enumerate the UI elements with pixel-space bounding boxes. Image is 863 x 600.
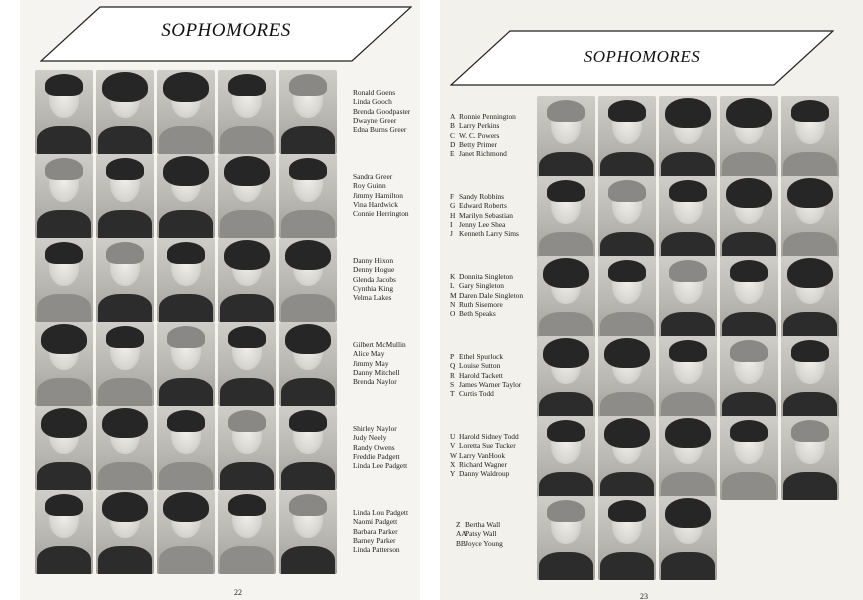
- portrait-shoulders: [722, 472, 776, 500]
- portrait-shoulders: [159, 210, 213, 238]
- student-portrait: [720, 176, 778, 260]
- student-name: Sandra Greer: [353, 172, 393, 181]
- page-title: SOPHOMORES: [161, 20, 291, 41]
- student-portrait: [157, 406, 215, 490]
- student-portrait: [781, 256, 839, 340]
- student-name: Randy Owens: [353, 442, 395, 452]
- portrait-hair: [45, 158, 83, 180]
- page-banner: [40, 6, 412, 62]
- student-name: [450, 229, 519, 238]
- student-name: Alice May: [353, 349, 385, 359]
- portrait-hair: [608, 180, 646, 202]
- student-portrait: [781, 416, 839, 500]
- student-portrait: [720, 336, 778, 420]
- student-name-text: Louise Sutton: [459, 361, 501, 371]
- student-name: [450, 300, 523, 309]
- row-name-list: [456, 520, 503, 548]
- student-name: Naomi Padgett: [353, 517, 398, 527]
- student-name-text: Ruth Sisemore: [459, 299, 503, 309]
- yearbook-page-right: [440, 0, 863, 600]
- student-portrait: [96, 406, 154, 490]
- student-name-text: Joyce Young: [465, 538, 503, 548]
- portrait-shoulders: [37, 546, 91, 574]
- portrait-key-letter: J: [450, 229, 453, 239]
- portrait-hair: [604, 338, 650, 368]
- student-name-text: W. C. Powers: [459, 130, 500, 140]
- portrait-hair: [102, 492, 148, 522]
- student-name: [456, 520, 503, 529]
- student-portrait: [537, 336, 595, 420]
- student-name: [450, 121, 516, 130]
- portrait-hair: [41, 324, 87, 354]
- student-name: Linda Lou Padgett: [353, 508, 409, 517]
- portrait-hair: [547, 420, 585, 442]
- student-portrait: [96, 70, 154, 154]
- portrait-shoulders: [220, 378, 274, 406]
- portrait-shoulders: [783, 472, 837, 500]
- student-name: Judy Neely: [353, 433, 387, 443]
- student-portrait: [35, 70, 93, 154]
- student-name: Velma Lakes: [353, 293, 392, 303]
- portrait-shoulders: [37, 126, 91, 154]
- student-portrait: [598, 176, 656, 260]
- student-portrait: [598, 336, 656, 420]
- student-name-text: Harold Tackett: [459, 370, 503, 380]
- student-portrait: [659, 496, 717, 580]
- row-name-list: [450, 272, 523, 318]
- portrait-hair: [547, 500, 585, 522]
- student-portrait: [598, 256, 656, 340]
- student-portrait: [35, 238, 93, 322]
- student-name: [450, 192, 519, 201]
- student-portrait: [598, 416, 656, 500]
- portrait-key-letter: O: [450, 309, 456, 319]
- student-name: Jimmy Hamilton: [353, 190, 403, 200]
- student-portrait: [279, 70, 337, 154]
- student-name: [456, 539, 503, 548]
- student-portrait: [96, 322, 154, 406]
- portrait-hair: [224, 156, 270, 186]
- student-portrait: [279, 406, 337, 490]
- student-name-text: Ethel Spurlock: [459, 352, 504, 361]
- portrait-key-letter: I: [450, 219, 453, 229]
- student-name: [450, 441, 519, 450]
- student-name: [450, 380, 521, 389]
- portrait-shoulders: [159, 462, 213, 490]
- student-name: Freddie Padgett: [353, 451, 400, 461]
- portrait-hair: [665, 98, 711, 128]
- student-name: Linda Patterson: [353, 545, 400, 555]
- student-portrait: [96, 154, 154, 238]
- portrait-key-letter: Q: [450, 361, 456, 371]
- student-portrait: [157, 322, 215, 406]
- student-portrait: [218, 490, 276, 574]
- portrait-shoulders: [539, 552, 593, 580]
- student-portrait: [598, 496, 656, 580]
- student-name-text: Beth Speaks: [459, 309, 496, 319]
- student-portrait: [35, 154, 93, 238]
- row-name-list: [450, 192, 519, 238]
- portrait-hair: [285, 240, 331, 270]
- student-name-text: Marilyn Sebastian: [459, 210, 513, 220]
- portrait-shoulders: [281, 294, 335, 322]
- student-name: [450, 469, 519, 478]
- student-name: Vina Hardwick: [353, 199, 398, 209]
- portrait-hair: [224, 240, 270, 270]
- portrait-hair: [45, 494, 83, 516]
- portrait-hair: [543, 258, 589, 288]
- student-name-text: Edward Roberts: [459, 201, 507, 211]
- student-portrait: [218, 406, 276, 490]
- portrait-hair: [791, 420, 829, 442]
- student-name-text: Richard Wagner: [459, 459, 507, 469]
- portrait-hair: [289, 494, 327, 516]
- student-name: Roy Guinn: [353, 181, 386, 191]
- portrait-key-letter: H: [450, 210, 456, 220]
- student-name: [450, 309, 523, 318]
- student-portrait: [218, 322, 276, 406]
- student-name-text: Patsy Wall: [465, 529, 497, 539]
- portrait-key-letter: T: [450, 389, 455, 399]
- student-name: Brenda Goodpaster: [353, 106, 411, 116]
- student-name: [450, 131, 516, 140]
- portrait-hair: [45, 74, 83, 96]
- student-name: [450, 112, 516, 121]
- portrait-hair: [604, 418, 650, 448]
- student-portrait: [537, 176, 595, 260]
- student-name: Edna Burns Greer: [353, 125, 407, 135]
- portrait-hair: [787, 178, 833, 208]
- student-name: [450, 371, 521, 380]
- portrait-hair: [289, 74, 327, 96]
- portrait-hair: [608, 260, 646, 282]
- student-name: [450, 361, 521, 370]
- student-portrait: [35, 406, 93, 490]
- portrait-hair: [163, 492, 209, 522]
- student-portrait: [157, 490, 215, 574]
- row-name-list: [353, 256, 396, 302]
- student-name-text: Curtis Todd: [459, 389, 494, 399]
- student-portrait: [279, 490, 337, 574]
- student-portrait: [720, 96, 778, 180]
- yearbook-page-left: [20, 0, 420, 600]
- page-number: 23: [640, 592, 648, 600]
- student-portrait: [659, 336, 717, 420]
- student-name: [450, 149, 516, 158]
- student-name-text: Betty Primer: [459, 139, 497, 149]
- portrait-hair: [41, 408, 87, 438]
- student-name-text: Jenny Lee Shea: [459, 219, 506, 229]
- page-number: 22: [234, 588, 242, 597]
- portrait-key-letter: P: [450, 352, 455, 361]
- student-name: Barney Parker: [353, 535, 396, 545]
- student-portrait: [781, 96, 839, 180]
- portrait-hair: [106, 242, 144, 264]
- student-name-text: Harold Sidney Todd: [459, 432, 519, 441]
- portrait-key-letter: U: [450, 432, 456, 441]
- portrait-key-letter: W: [450, 450, 457, 460]
- portrait-hair: [167, 326, 205, 348]
- student-portrait: [157, 238, 215, 322]
- portrait-shoulders: [37, 462, 91, 490]
- portrait-key-letter: BB: [456, 538, 466, 548]
- student-name: Glenda Jacobs: [353, 274, 396, 284]
- student-name-text: Larry Perkins: [459, 121, 500, 131]
- portrait-hair: [45, 242, 83, 264]
- student-name: Ronald Goens: [353, 88, 396, 97]
- portrait-key-letter: K: [450, 272, 456, 281]
- student-name: [456, 529, 503, 538]
- student-name-text: Daren Dale Singleton: [459, 290, 524, 300]
- portrait-hair: [106, 326, 144, 348]
- portrait-hair: [669, 340, 707, 362]
- portrait-shoulders: [37, 294, 91, 322]
- student-name-text: Danny Waldroup: [459, 469, 510, 479]
- portrait-hair: [163, 156, 209, 186]
- portrait-key-letter: N: [450, 299, 456, 309]
- student-portrait: [157, 70, 215, 154]
- student-portrait: [157, 154, 215, 238]
- portrait-hair: [167, 410, 205, 432]
- student-portrait: [279, 154, 337, 238]
- row-name-list: [353, 508, 408, 554]
- portrait-hair: [543, 338, 589, 368]
- student-name: [450, 220, 519, 229]
- portrait-shoulders: [281, 546, 335, 574]
- portrait-key-letter: V: [450, 441, 456, 451]
- student-portrait: [218, 70, 276, 154]
- student-name-text: Bertha Wall: [465, 520, 501, 529]
- portrait-hair: [730, 340, 768, 362]
- student-name: Cynthia King: [353, 283, 394, 293]
- portrait-hair: [726, 178, 772, 208]
- portrait-key-letter: D: [450, 139, 456, 149]
- portrait-hair: [167, 242, 205, 264]
- student-name: [450, 389, 521, 398]
- student-name: [450, 432, 519, 441]
- student-name: Danny Mitchell: [353, 367, 400, 377]
- portrait-hair: [669, 180, 707, 202]
- portrait-hair: [102, 408, 148, 438]
- student-name-text: Gary Singleton: [459, 281, 504, 291]
- portrait-shoulders: [661, 552, 715, 580]
- student-name-text: Sandy Robbins: [459, 192, 504, 201]
- portrait-shoulders: [159, 294, 213, 322]
- portrait-hair: [228, 74, 266, 96]
- portrait-key-letter: C: [450, 130, 455, 140]
- student-name: [450, 140, 516, 149]
- student-name: Linda Lee Padgett: [353, 461, 408, 471]
- student-portrait: [720, 256, 778, 340]
- portrait-hair: [228, 326, 266, 348]
- portrait-hair: [608, 100, 646, 122]
- student-name: [450, 201, 519, 210]
- portrait-key-letter: E: [450, 149, 455, 159]
- portrait-shoulders: [220, 126, 274, 154]
- student-name: [450, 272, 523, 281]
- student-name-text: Donnita Singleton: [459, 272, 513, 281]
- student-name: Linda Gooch: [353, 97, 392, 107]
- portrait-key-letter: Y: [450, 469, 456, 479]
- portrait-hair: [102, 72, 148, 102]
- student-portrait: [781, 176, 839, 260]
- portrait-key-letter: B: [450, 121, 455, 131]
- student-portrait: [537, 416, 595, 500]
- student-name: [450, 451, 519, 460]
- portrait-key-letter: S: [450, 379, 455, 389]
- row-name-list: [353, 88, 410, 134]
- student-portrait: [659, 176, 717, 260]
- student-portrait: [598, 96, 656, 180]
- portrait-hair: [547, 180, 585, 202]
- student-name-text: Janet Richmond: [459, 149, 507, 159]
- portrait-shoulders: [37, 210, 91, 238]
- portrait-shoulders: [220, 546, 274, 574]
- student-name: Brenda Naylor: [353, 377, 397, 387]
- student-name-text: Larry VanHook: [459, 450, 506, 460]
- portrait-shoulders: [159, 546, 213, 574]
- student-portrait: [537, 256, 595, 340]
- portrait-hair: [547, 100, 585, 122]
- row-name-list: [353, 424, 407, 470]
- row-name-list: [450, 352, 521, 398]
- page-banner: [450, 30, 834, 86]
- portrait-shoulders: [98, 378, 152, 406]
- student-portrait: [537, 96, 595, 180]
- student-name: Gilbert McMullin: [353, 340, 406, 349]
- student-name-text: Loretta Sue Tucker: [459, 441, 516, 451]
- student-name: [450, 352, 521, 361]
- portrait-shoulders: [220, 462, 274, 490]
- portrait-hair: [726, 98, 772, 128]
- portrait-shoulders: [37, 378, 91, 406]
- portrait-shoulders: [98, 210, 152, 238]
- portrait-key-letter: Z: [456, 520, 461, 529]
- student-portrait: [35, 490, 93, 574]
- student-name-text: Kenneth Larry Sims: [459, 229, 519, 239]
- portrait-key-letter: L: [450, 281, 455, 291]
- student-name: Dwayne Greer: [353, 115, 397, 125]
- portrait-shoulders: [159, 378, 213, 406]
- student-name: [450, 281, 523, 290]
- student-name: [450, 460, 519, 469]
- portrait-key-letter: AA: [456, 529, 467, 539]
- page-title: SOPHOMORES: [583, 47, 701, 66]
- portrait-hair: [665, 498, 711, 528]
- portrait-key-letter: X: [450, 459, 456, 469]
- portrait-hair: [665, 418, 711, 448]
- portrait-hair: [608, 500, 646, 522]
- portrait-hair: [228, 494, 266, 516]
- portrait-hair: [163, 72, 209, 102]
- portrait-hair: [228, 410, 266, 432]
- student-name: Danny Hixon: [353, 256, 394, 265]
- portrait-shoulders: [281, 210, 335, 238]
- portrait-hair: [669, 260, 707, 282]
- portrait-key-letter: M: [450, 290, 457, 300]
- portrait-shoulders: [281, 126, 335, 154]
- portrait-hair: [289, 158, 327, 180]
- student-name: [450, 291, 523, 300]
- portrait-shoulders: [98, 294, 152, 322]
- portrait-hair: [791, 100, 829, 122]
- portrait-shoulders: [98, 126, 152, 154]
- student-portrait: [537, 496, 595, 580]
- portrait-shoulders: [600, 552, 654, 580]
- portrait-key-letter: G: [450, 201, 456, 211]
- student-name: Jimmy May: [353, 358, 389, 368]
- portrait-hair: [787, 258, 833, 288]
- student-name: Connie Herrington: [353, 209, 409, 219]
- student-portrait: [659, 256, 717, 340]
- student-name: Shirley Naylor: [353, 424, 397, 433]
- student-name-text: Ronnie Pennington: [459, 112, 516, 121]
- portrait-shoulders: [220, 294, 274, 322]
- portrait-hair: [730, 420, 768, 442]
- student-name-text: James Warner Taylor: [459, 379, 522, 389]
- student-portrait: [659, 416, 717, 500]
- student-name: Denny Hogue: [353, 265, 395, 275]
- portrait-hair: [730, 260, 768, 282]
- student-portrait: [96, 238, 154, 322]
- portrait-hair: [285, 324, 331, 354]
- portrait-key-letter: F: [450, 192, 455, 201]
- row-name-list: [353, 172, 409, 218]
- student-portrait: [96, 490, 154, 574]
- portrait-key-letter: A: [450, 112, 456, 121]
- student-portrait: [279, 322, 337, 406]
- student-portrait: [279, 238, 337, 322]
- portrait-shoulders: [159, 126, 213, 154]
- student-portrait: [218, 238, 276, 322]
- portrait-shoulders: [281, 462, 335, 490]
- student-portrait: [781, 336, 839, 420]
- row-name-list: [450, 432, 519, 478]
- student-name: [450, 211, 519, 220]
- student-portrait: [218, 154, 276, 238]
- portrait-key-letter: R: [450, 370, 455, 380]
- student-name: Barbara Parker: [353, 526, 398, 536]
- portrait-hair: [289, 410, 327, 432]
- row-name-list: [450, 112, 516, 158]
- portrait-hair: [791, 340, 829, 362]
- student-portrait: [35, 322, 93, 406]
- portrait-shoulders: [98, 546, 152, 574]
- portrait-shoulders: [281, 378, 335, 406]
- row-name-list: [353, 340, 406, 386]
- portrait-shoulders: [220, 210, 274, 238]
- student-portrait: [659, 96, 717, 180]
- portrait-hair: [106, 158, 144, 180]
- student-portrait: [720, 416, 778, 500]
- portrait-shoulders: [98, 462, 152, 490]
